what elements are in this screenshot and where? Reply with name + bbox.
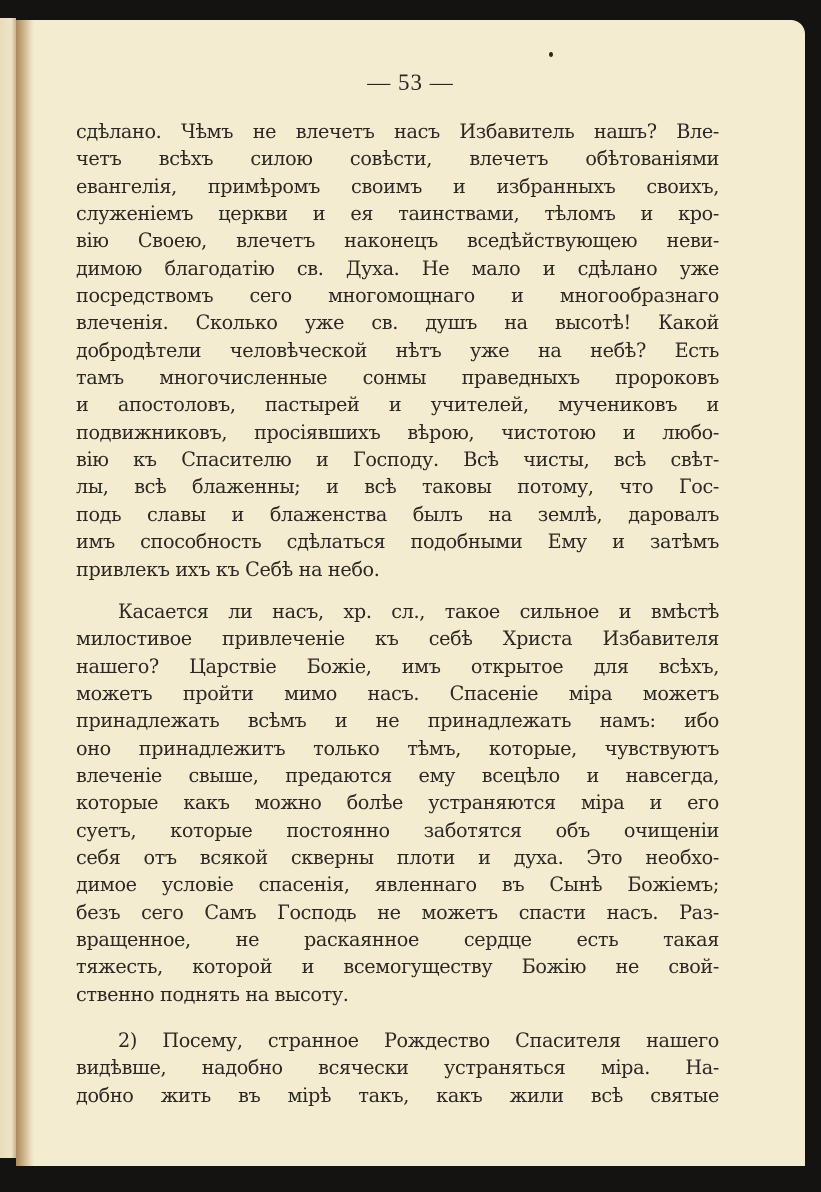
text-line: четъ всѣхъ силою совѣсти, влечетъ обѣтованіями (76, 147, 719, 171)
text-line: принадлежать всѣмъ и не принадлежать намъ: ибо (76, 709, 719, 733)
text-line: милостивое привлеченіе къ себѣ Христа Избавителя (76, 627, 719, 651)
text-line: подь славы и блаженства былъ на землѣ, даровалъ (76, 502, 719, 526)
text-line: добно жить въ мірѣ такъ, какъ жили всѣ святые (76, 1083, 719, 1107)
text-line: можетъ пройти мимо насъ. Спасеніе міра можетъ (76, 682, 719, 706)
text-line: которые какъ можно болѣе устраняются міра и его (76, 791, 719, 815)
paragraph-3 (76, 1027, 719, 1109)
text-line: и апостоловъ, пастырей и учителей, мучениковъ и (76, 393, 719, 417)
text-line: влеченіе свыше, предаются ему всецѣло и навсегда, (76, 764, 719, 788)
page-number: — 53 — (367, 70, 454, 95)
text-line: тамъ многочисленные сонмы праведныхъ пророковъ (76, 366, 719, 390)
text-line: видѣвше, надобно всячески устраняться міра. На- (76, 1056, 719, 1080)
text-line: 2) Посему, странное Рождество Спасителя нашего (118, 1029, 719, 1052)
text-line: вію Своею, влечетъ наконецъ вседѣйствующею неви- (76, 229, 719, 253)
binding-fold-shadow (16, 20, 34, 1166)
text-line: димое условіе спасенія, явленнаго въ Сынѣ Божіемъ; (76, 873, 719, 897)
text-line: оно принадлежитъ только тѣмъ, которые, чувствуютъ (76, 736, 719, 760)
text-line: лы, всѣ блаженны; и всѣ таковы потому, что Гос- (76, 475, 719, 499)
text-line: вію къ Спасителю и Господу. Всѣ чисты, всѣ свѣт- (76, 448, 719, 472)
text-line: вращенное, не раскаянное сердце есть такая (76, 928, 719, 952)
text-line: сдѣлано. Чѣмъ не влечетъ насъ Избавитель нашъ? Вле- (76, 120, 719, 143)
text-line: нашего? Царствіе Божіе, имъ открытое для всѣхъ, (76, 654, 719, 678)
text-line: Касается ли насъ, хр. сл., такое сильное и вмѣстѣ (118, 600, 719, 623)
text-line: безъ сего Самъ Господь не можетъ спасти насъ. Раз- (76, 900, 719, 924)
text-line: привлекъ ихъ къ Себѣ на небо. (76, 557, 380, 581)
text-line: подвижниковъ, просіявшихъ вѣрою, чистотою и любо- (76, 420, 719, 444)
text-line: посредствомъ сего многомощнаго и многообразнаго (76, 284, 719, 308)
text-line: димою благодатію св. Духа. Не мало и сдѣлано уже (76, 256, 719, 280)
paragraph-2 (76, 598, 719, 1008)
text-line: служеніемъ церкви и ея таинствами, тѣломъ и кро- (76, 202, 719, 226)
text-line: имъ способность сдѣлаться подобными Ему и затѣмъ (76, 530, 719, 554)
text-line: влеченія. Сколько уже св. душъ на высотѣ! Какой (76, 311, 719, 335)
text-line: суетъ, которые постоянно заботятся объ очищеніи (76, 818, 719, 842)
text-line: добродѣтели человѣческой нѣтъ уже на небѣ? Есть (76, 338, 719, 362)
previous-page-edge (0, 18, 16, 1158)
text-line: тяжесть, которой и всемогуществу Божію не свой- (76, 955, 719, 979)
ink-speck (549, 52, 553, 57)
text-line: себя отъ всякой скверны плоти и духа. Это необхо- (76, 846, 719, 870)
paragraph-1 (76, 118, 719, 583)
book-page (16, 20, 805, 1166)
text-line: ственно поднять на высоту. (76, 982, 349, 1006)
text-line: евангелія, примѣромъ своимъ и избранныхъ своихъ, (76, 174, 719, 198)
